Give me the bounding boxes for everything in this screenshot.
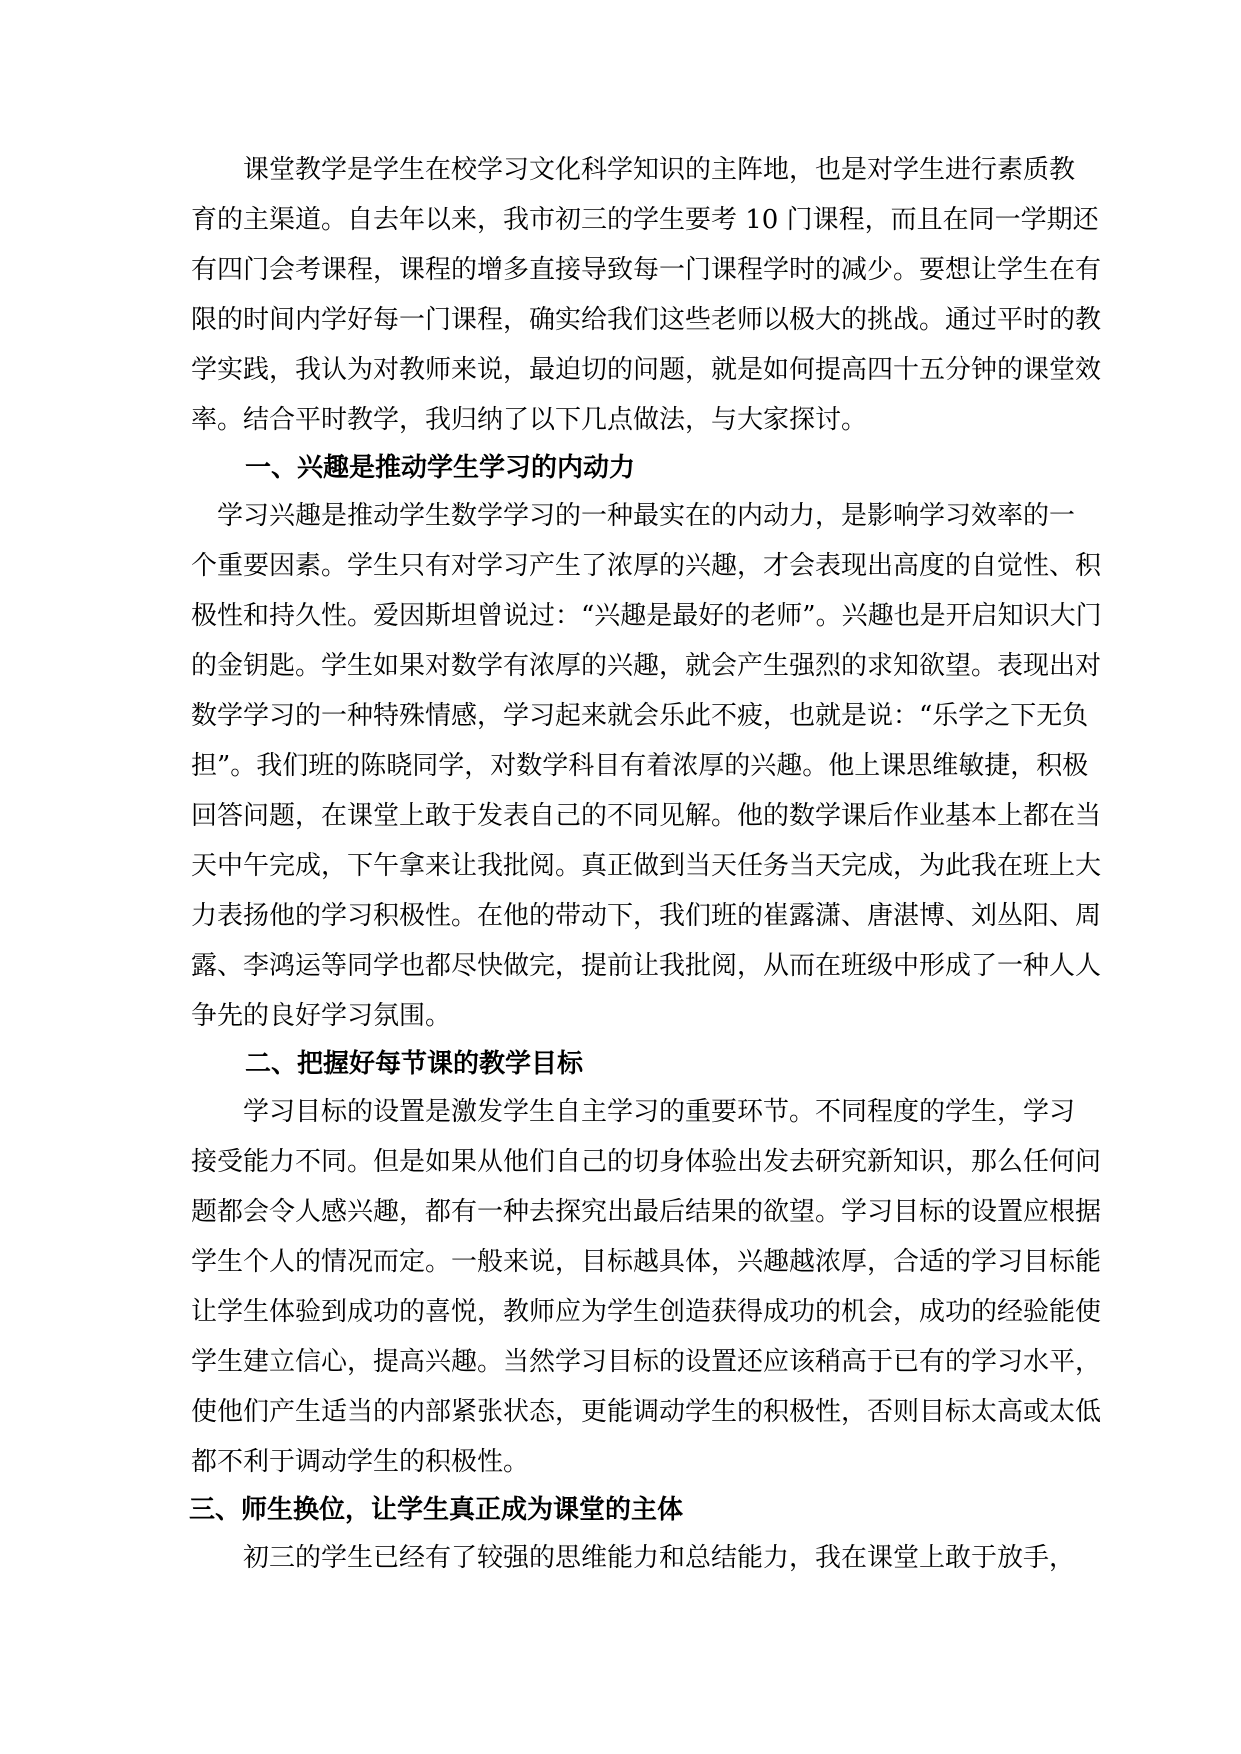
paragraph-line: 数学学习的一种特殊情感，学习起来就会乐此不疲，也就是说：“乐学之下无负	[191, 701, 1089, 731]
paragraph-line: 学生个人的情况而定。一般来说，目标越具体，兴趣越浓厚，合适的学习目标能	[191, 1247, 1102, 1277]
paragraph-line: 极性和持久性。爱因斯坦曾说过：“兴趣是最好的老师”。兴趣也是开启知识大门	[191, 601, 1102, 631]
paragraph-line: 回答问题，在课堂上敢于发表自己的不同见解。他的数学课后作业基本上都在当	[191, 801, 1102, 831]
paragraph-line: 限的时间内学好每一门课程，确实给我们这些老师以极大的挑战。通过平时的教	[191, 305, 1102, 335]
section-heading: 三、师生换位，让学生真正成为课堂的主体	[189, 1495, 684, 1525]
paragraph-line: 露、李鸿运等同学也都尽快做完，提前让我批阅，从而在班级中形成了一种人人	[191, 951, 1102, 981]
section-heading: 二、把握好每节课的教学目标	[245, 1049, 584, 1079]
paragraph-line: 的金钥匙。学生如果对数学有浓厚的兴趣，就会产生强烈的求知欲望。表现出对	[191, 651, 1102, 681]
paragraph-line: 率。结合平时教学，我归纳了以下几点做法，与大家探讨。	[191, 405, 868, 435]
paragraph-line: 争先的良好学习氛围。	[191, 1001, 452, 1031]
paragraph-line: 个重要因素。学生只有对学习产生了浓厚的兴趣，才会表现出高度的自觉性、积	[191, 551, 1102, 581]
paragraph-line: 学生建立信心，提高兴趣。当然学习目标的设置还应该稍高于已有的学习水平，	[191, 1347, 1102, 1377]
paragraph-line: 都不利于调动学生的积极性。	[191, 1447, 530, 1477]
paragraph-line: 题都会令人感兴趣，都有一种去探究出最后结果的欲望。学习目标的设置应根据	[191, 1197, 1102, 1227]
paragraph-line: 接受能力不同。但是如果从他们自己的切身体验出发去研究新知识，那么任何问	[191, 1147, 1102, 1177]
paragraph-line: 课堂教学是学生在校学习文化科学知识的主阵地，也是对学生进行素质教	[191, 155, 1076, 185]
paragraph-line: 使他们产生适当的内部紧张状态，更能调动学生的积极性，否则目标太高或太低	[191, 1397, 1102, 1427]
paragraph-line: 让学生体验到成功的喜悦，教师应为学生创造获得成功的机会，成功的经验能使	[191, 1297, 1102, 1327]
section-heading: 一、兴趣是推动学生学习的内动力	[245, 453, 636, 483]
paragraph-line: 育的主渠道。自去年以来，我市初三的学生要考 10 门课程，而且在同一学期还	[191, 205, 1099, 235]
paragraph-line: 力表扬他的学习积极性。在他的带动下，我们班的崔露潇、唐湛博、刘丛阳、周	[191, 901, 1102, 931]
paragraph-line: 天中午完成，下午拿来让我批阅。真正做到当天任务当天完成，为此我在班上大	[191, 851, 1102, 881]
paragraph-line: 有四门会考课程，课程的增多直接导致每一门课程学时的减少。要想让学生在有	[191, 255, 1102, 285]
paragraph-line: 学实践，我认为对教师来说，最迫切的问题，就是如何提高四十五分钟的课堂效	[191, 355, 1102, 385]
paragraph-line: 学习目标的设置是激发学生自主学习的重要环节。不同程度的学生，学习	[191, 1097, 1076, 1127]
paragraph-line: 学习兴趣是推动学生数学学习的一种最实在的内动力，是影响学习效率的一	[191, 501, 1076, 531]
paragraph-line: 初三的学生已经有了较强的思维能力和总结能力，我在课堂上敢于放手，	[191, 1543, 1076, 1573]
paragraph-line: 担”。我们班的陈晓同学，对数学科目有着浓厚的兴趣。他上课思维敏捷，积极	[191, 751, 1089, 781]
